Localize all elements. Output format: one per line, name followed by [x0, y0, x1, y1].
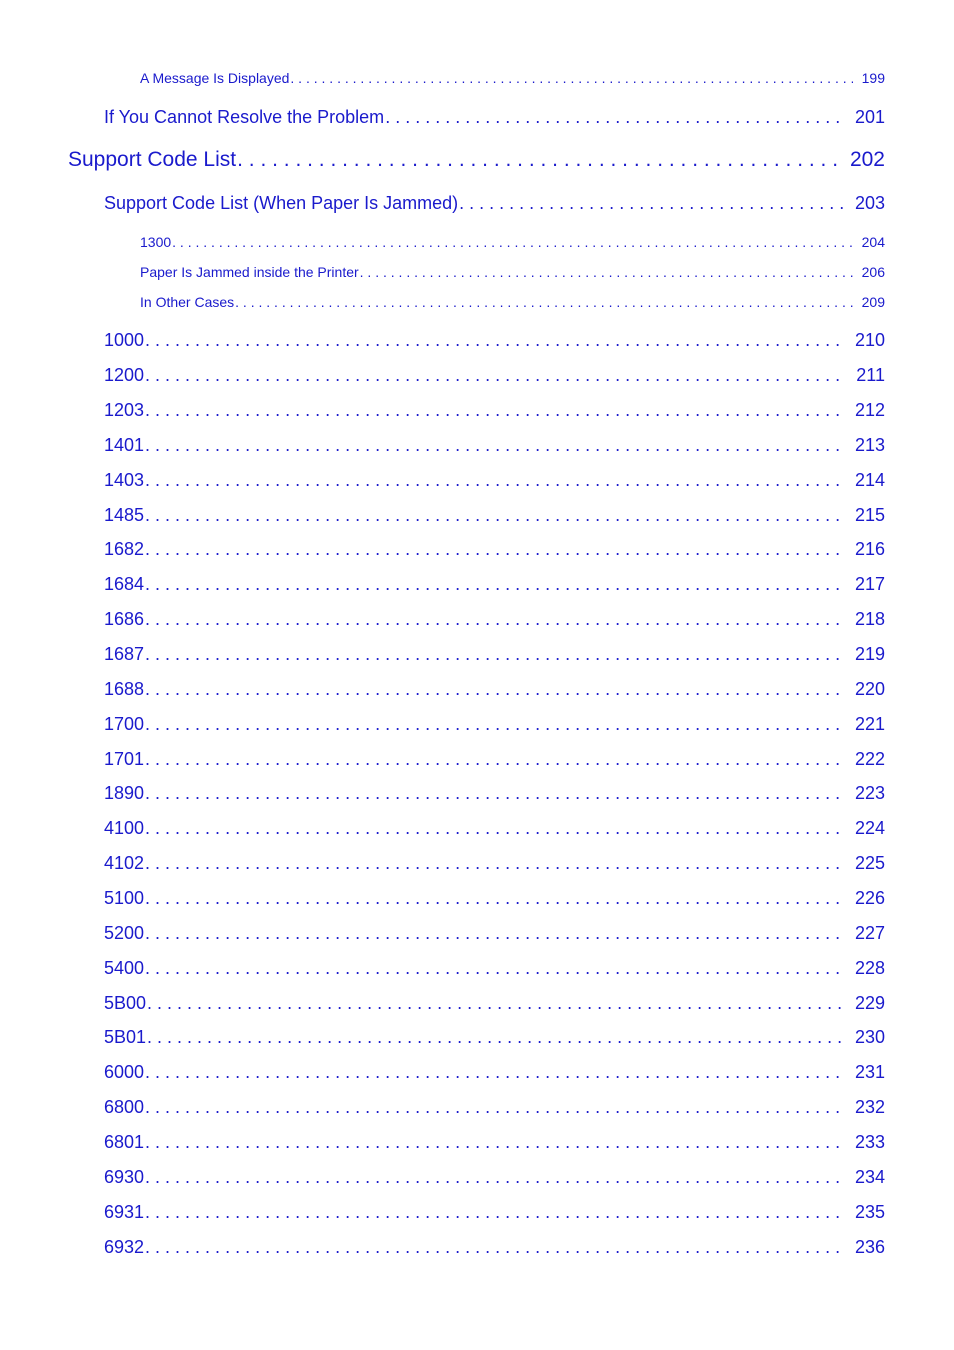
toc-entry-label: 4102 — [104, 853, 145, 873]
toc-entry-label: 1200 — [104, 365, 145, 385]
dot-leader — [145, 573, 843, 595]
toc-entry[interactable] — [140, 233, 885, 251]
dot-leader — [235, 293, 852, 311]
toc-entry-label: 1701 — [104, 749, 145, 769]
dot-leader — [145, 504, 843, 526]
dot-leader — [145, 713, 843, 735]
toc-entry-page-number: 202 — [849, 148, 885, 171]
toc-entry[interactable] — [104, 852, 885, 874]
toc-entry[interactable] — [68, 147, 885, 173]
dot-leader — [145, 399, 843, 421]
dot-leader — [145, 748, 843, 770]
dot-leader — [145, 817, 843, 839]
dot-leader — [145, 678, 843, 700]
dot-leader — [172, 233, 852, 251]
toc-entry-page-number: 226 — [854, 888, 885, 908]
toc-entry-label: 6930 — [104, 1167, 145, 1187]
toc-entry[interactable] — [104, 399, 885, 421]
toc-entry-page-number: 210 — [854, 330, 885, 350]
dot-leader — [145, 329, 843, 351]
toc-entry[interactable] — [104, 782, 885, 804]
toc-entry-label: 1688 — [104, 679, 145, 699]
toc-entry-label: 1300 — [140, 234, 172, 250]
toc-entry[interactable] — [104, 922, 885, 944]
toc-entry[interactable] — [104, 1026, 885, 1048]
dot-leader — [459, 192, 843, 214]
toc-entry-page-number: 221 — [854, 714, 885, 734]
toc-entry-page-number: 235 — [854, 1202, 885, 1222]
toc-entry[interactable] — [104, 748, 885, 770]
dot-leader — [145, 1166, 843, 1188]
toc-entry[interactable] — [104, 713, 885, 735]
toc-entry[interactable] — [104, 1236, 885, 1258]
toc-entry-label: 5B01 — [104, 1027, 147, 1047]
dot-leader — [145, 1096, 843, 1118]
dot-leader — [145, 364, 844, 386]
dot-leader — [145, 1061, 843, 1083]
toc-entry-page-number: 203 — [854, 193, 885, 213]
toc-entry-label: 6931 — [104, 1202, 145, 1222]
toc-entry[interactable] — [104, 643, 885, 665]
dot-leader — [145, 608, 843, 630]
toc-entry-page-number: 213 — [854, 435, 885, 455]
toc-entry[interactable] — [104, 1061, 885, 1083]
toc-entry[interactable] — [104, 504, 885, 526]
toc-entry-page-number: 218 — [854, 609, 885, 629]
toc-entry-page-number: 216 — [854, 539, 885, 559]
toc-entry-label: 6801 — [104, 1132, 145, 1152]
toc-entry[interactable] — [104, 1131, 885, 1153]
toc-entry-label: 1686 — [104, 609, 145, 629]
dot-leader — [145, 1201, 843, 1223]
dot-leader — [385, 106, 843, 128]
toc-entry-page-number: 223 — [854, 783, 885, 803]
toc-entry-label: Paper Is Jammed inside the Printer — [140, 264, 359, 280]
dot-leader — [145, 538, 843, 560]
toc-entry[interactable] — [104, 817, 885, 839]
toc-entry[interactable] — [104, 1166, 885, 1188]
toc-entry-page-number: 212 — [854, 400, 885, 420]
dot-leader — [145, 782, 843, 804]
dot-leader — [145, 643, 843, 665]
toc-entry[interactable] — [140, 69, 885, 87]
toc-entry-page-number: 220 — [854, 679, 885, 699]
toc-entry-page-number: 206 — [861, 264, 885, 280]
toc-entry-page-number: 229 — [854, 993, 885, 1013]
toc-entry-label: 1700 — [104, 714, 145, 734]
toc-entry[interactable] — [104, 1201, 885, 1223]
toc-entry-label: 6932 — [104, 1237, 145, 1257]
toc-entry-label: A Message Is Displayed — [140, 70, 290, 86]
toc-entry-page-number: 219 — [854, 644, 885, 664]
toc-entry-page-number: 199 — [861, 70, 885, 86]
toc-entry-page-number: 201 — [854, 107, 885, 127]
toc-entry-label: If You Cannot Resolve the Problem — [104, 107, 385, 127]
toc-entry-label: 5100 — [104, 888, 145, 908]
toc-entry-page-number: 225 — [854, 853, 885, 873]
dot-leader — [145, 957, 843, 979]
toc-entry-page-number: 227 — [854, 923, 885, 943]
toc-entry[interactable] — [104, 364, 885, 386]
toc-entry[interactable] — [104, 469, 885, 491]
toc-entry[interactable] — [104, 192, 885, 214]
toc-entry-page-number: 224 — [854, 818, 885, 838]
toc-entry-page-number: 228 — [854, 958, 885, 978]
toc-entry-label: 5400 — [104, 958, 145, 978]
toc-entry-page-number: 211 — [856, 365, 885, 385]
dot-leader — [145, 1236, 843, 1258]
toc-entry[interactable] — [104, 608, 885, 630]
toc-entry[interactable] — [104, 678, 885, 700]
dot-leader — [360, 263, 853, 281]
toc-entry-label: 1000 — [104, 330, 145, 350]
toc-entry-page-number: 222 — [854, 749, 885, 769]
toc-entry-label: 6000 — [104, 1062, 145, 1082]
toc-entry-label: 1682 — [104, 539, 145, 559]
toc-entry-label: 1890 — [104, 783, 145, 803]
toc-entry-page-number: 230 — [854, 1027, 885, 1047]
dot-leader — [145, 434, 843, 456]
toc-entry-label: 1684 — [104, 574, 145, 594]
toc-entry-page-number: 231 — [854, 1062, 885, 1082]
toc-entry-label: Support Code List — [68, 148, 237, 171]
toc-entry-label: 1401 — [104, 435, 145, 455]
dot-leader — [290, 69, 852, 87]
toc-entry[interactable] — [104, 1096, 885, 1118]
toc-entry-page-number: 232 — [854, 1097, 885, 1117]
toc-entry[interactable] — [140, 293, 885, 311]
toc-entry[interactable] — [140, 263, 885, 281]
toc-entry-page-number: 204 — [861, 234, 885, 250]
toc-entry-label: 1485 — [104, 505, 145, 525]
toc-entry-label: 1203 — [104, 400, 145, 420]
toc-entry-label: 1687 — [104, 644, 145, 664]
toc-entry[interactable] — [104, 992, 885, 1014]
toc-entry[interactable] — [104, 106, 885, 128]
toc-entry[interactable] — [104, 434, 885, 456]
dot-leader — [145, 1131, 843, 1153]
toc-entry-page-number: 233 — [854, 1132, 885, 1152]
dot-leader — [147, 1026, 843, 1048]
toc-entry[interactable] — [104, 538, 885, 560]
toc-entry-label: Support Code List (When Paper Is Jammed) — [104, 193, 459, 213]
toc-entry[interactable] — [104, 957, 885, 979]
dot-leader — [237, 147, 838, 173]
toc-entry-label: 5200 — [104, 923, 145, 943]
toc-entry-page-number: 209 — [861, 294, 885, 310]
toc-entry-label: 4100 — [104, 818, 145, 838]
toc-entry-page-number: 236 — [854, 1237, 885, 1257]
toc-entry-label: 5B00 — [104, 993, 147, 1013]
toc-entry[interactable] — [104, 887, 885, 909]
toc-entry[interactable] — [104, 573, 885, 595]
dot-leader — [145, 852, 843, 874]
toc-entry-page-number: 217 — [854, 574, 885, 594]
toc-entry[interactable] — [104, 329, 885, 351]
dot-leader — [145, 922, 843, 944]
toc-entry-page-number: 214 — [854, 470, 885, 490]
toc-entry-label: 1403 — [104, 470, 145, 490]
dot-leader — [145, 887, 843, 909]
toc-entry-page-number: 215 — [854, 505, 885, 525]
toc-entry-page-number: 234 — [854, 1167, 885, 1187]
toc-entry-label: In Other Cases — [140, 294, 235, 310]
dot-leader — [145, 469, 843, 491]
dot-leader — [147, 992, 843, 1014]
toc-entry-label: 6800 — [104, 1097, 145, 1117]
